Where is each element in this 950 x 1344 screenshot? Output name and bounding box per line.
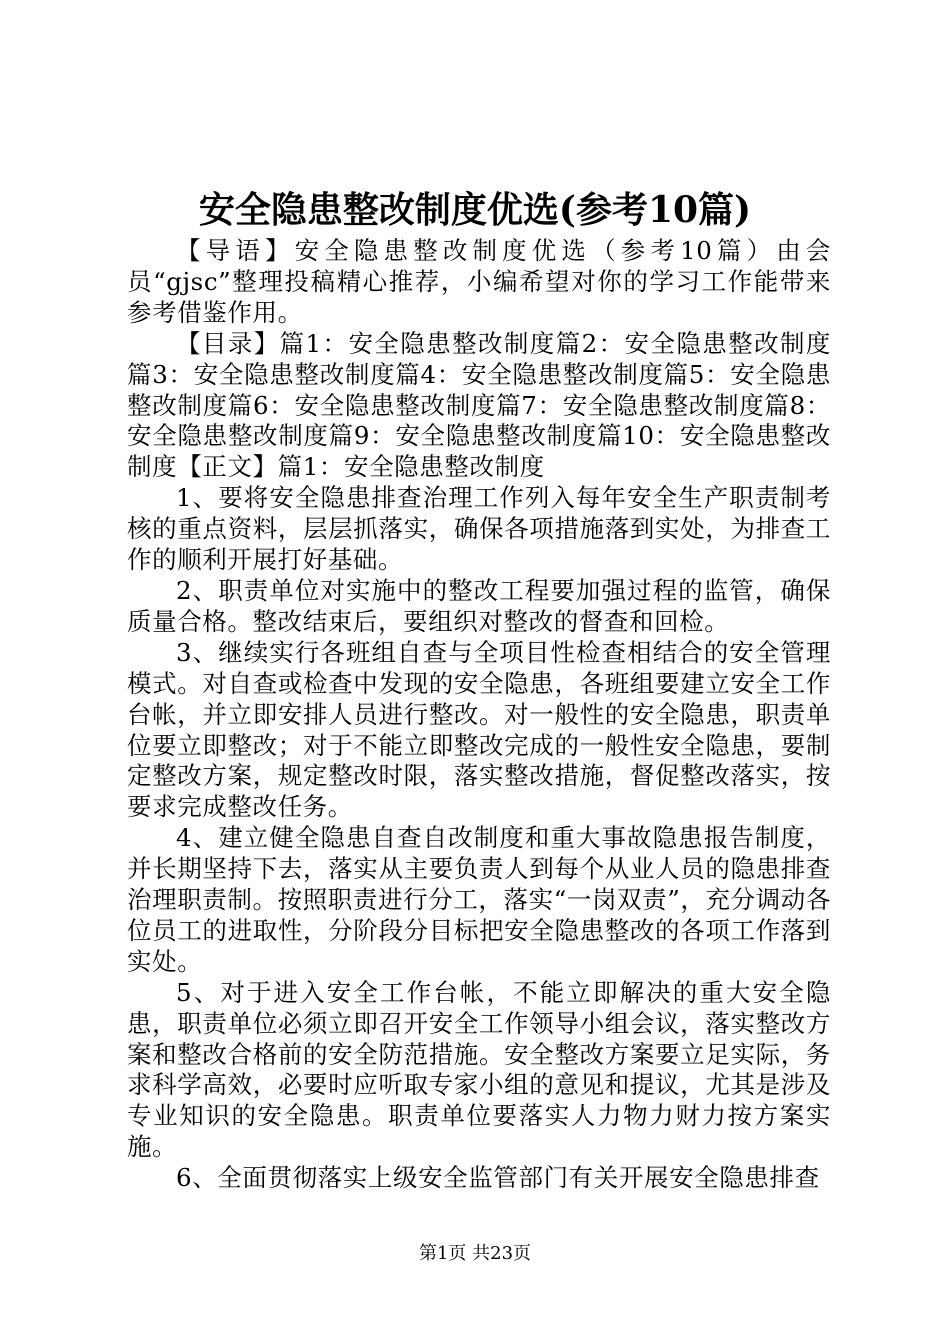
page-footer: 第1页 共23页: [418, 1243, 532, 1264]
paragraph-1: 1、要将安全隐患排查治理工作列入每年安全生产职责制考核的重点资料，层层抓落实，确保各项措施落到实处，为排查工作的顺利开展打好基础。: [127, 483, 831, 575]
paragraph-intro: 【导语】安全隐患整改制度优选（参考10篇）由会员“gjsc”整理投稿精心推荐，小编希望对你的学习工作能带来参考借鉴作用。: [127, 236, 831, 327]
paragraph-4: 4、建立健全隐患自查自改制度和重大事故隐患报告制度，并长期坚持下去，落实从主要负责人到每个从业人员的隐患排查治理职责制。按照职责进行分工，落实“一岗双责”，充分调动各位员工的进取性，分阶段分目标把安全隐患整改的各项工作落到实处。: [127, 823, 831, 976]
paragraph-6: 6、全面贯彻落实上级安全监管部门有关开展安全隐患排查: [176, 1163, 820, 1193]
document-body: [127, 236, 831, 1194]
document-title: 安全隐患整改制度优选(参考10篇): [198, 189, 752, 231]
paragraph-toc: 【目录】篇1：安全隐患整改制度篇2：安全隐患整改制度篇3：安全隐患整改制度篇4：安全隐患整改制度篇5：安全隐患整改制度篇6：安全隐患整改制度篇7：安全隐患整改制度篇8：安全隐患整改制度篇9：安全隐患整改制度篇10：安全隐患整改制度【正文】篇1：安全隐患整改制度: [127, 328, 831, 482]
paragraph-5: 5、对于进入安全工作台帐，不能立即解决的重大安全隐患，职责单位必须立即召开安全工作领导小组会议，落实整改方案和整改合格前的安全防范措施。安全整改方案要立足实际，务求科学高效，必要时应听取专家小组的意见和提议，尤其是涉及专业知识的安全隐患。职责单位要落实人力物力财力按方案实施。: [127, 977, 831, 1162]
paragraph-2: 2、职责单位对实施中的整改工程要加强过程的监管，确保质量合格。整改结束后，要组织对整改的督查和回检。: [127, 575, 831, 636]
paragraph-3: 3、继续实行各班组自查与全项目性检查相结合的安全管理模式。对自查或检查中发现的安全隐患，各班组要建立安全工作台帐，并立即安排人员进行整改。对一般性的安全隐患，职责单位要立即整改；对于不能立即整改完成的一般性安全隐患，要制定整改方案，规定整改时限，落实整改措施，督促整改落实，按要求完成整改任务。: [127, 637, 831, 822]
